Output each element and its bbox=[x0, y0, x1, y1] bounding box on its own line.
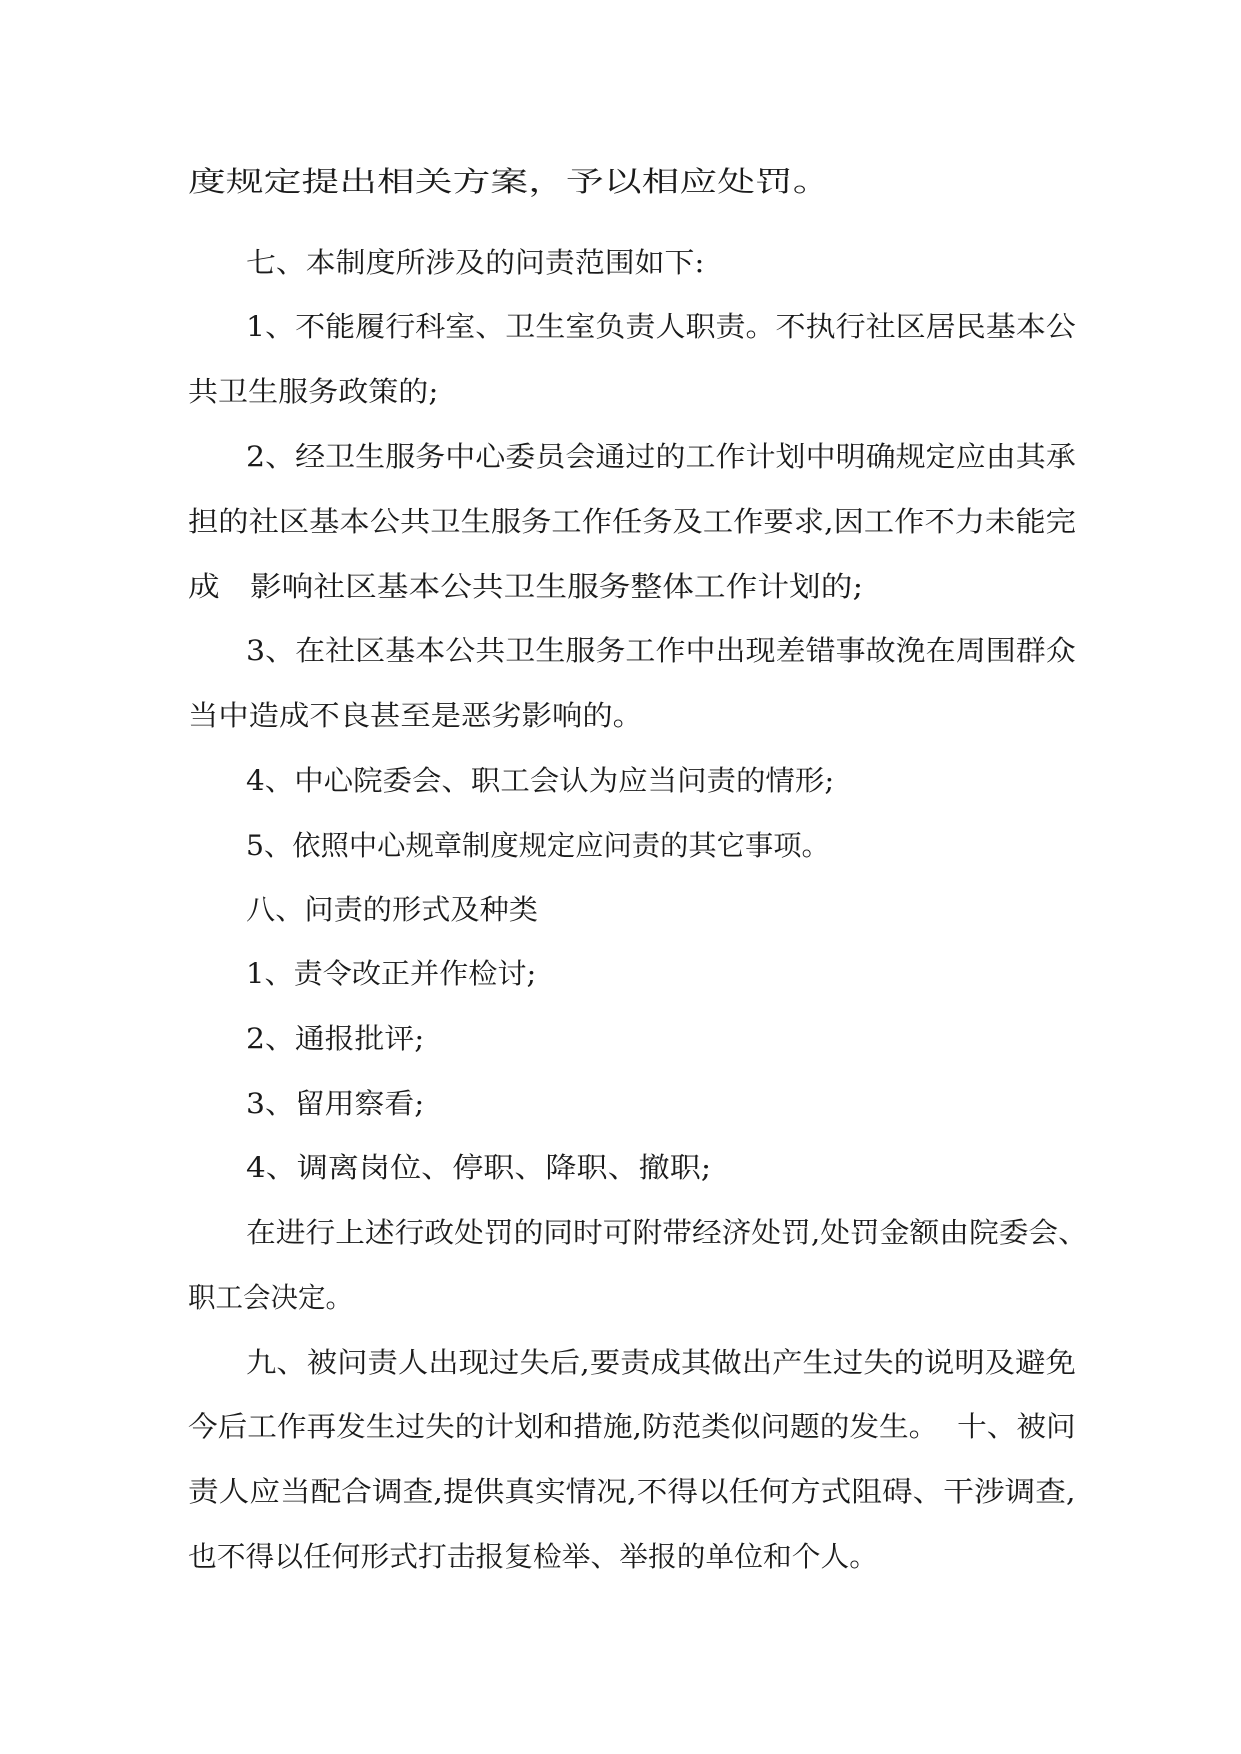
text-line: 职工会决定。 bbox=[188, 1281, 354, 1314]
text-line: 成 影响社区基本公共卫生服务整体工作计划的; bbox=[188, 570, 864, 603]
text-line: 3、在社区基本公共卫生服务工作中出现差错事故浼在周围群众 bbox=[246, 634, 1076, 667]
text-line: 担的社区基本公共卫生服务工作任务及工作要求,因工作不力未能完 bbox=[188, 505, 1076, 538]
text-line: 共卫生服务政策的; bbox=[188, 375, 439, 408]
text-line: 今后工作再发生过失的计划和措施,防范类似问题的发生。 十、被问 bbox=[188, 1410, 1076, 1443]
text-line: 4、中心院委会、职工会认为应当问责的情形; bbox=[246, 764, 835, 797]
text-line: 九、被问责人出现过失后,要责成其做出产生过失的说明及避免 bbox=[246, 1346, 1076, 1379]
text-line: 在进行上述行政处罚的同时可附带经济处罚,处罚金额由院委会、 bbox=[246, 1216, 1088, 1249]
text-line: 1、不能履行科室、卫生室负责人职责。不执行社区居民基本公 bbox=[246, 310, 1076, 343]
text-line: 度规定提出相关方案，予以相应处罚。 bbox=[188, 165, 831, 198]
section-heading: 八、问责的形式及种类 bbox=[246, 893, 539, 926]
text-line: 3、留用察看; bbox=[246, 1087, 425, 1120]
text-line: 2、通报批评; bbox=[246, 1022, 425, 1055]
text-line: 1、责令改正并作检讨; bbox=[246, 957, 537, 990]
section-heading: 七、本制度所涉及的问责范围如下: bbox=[246, 246, 705, 279]
text-line: 当中造成不良甚至是恶劣影响的。 bbox=[188, 699, 644, 732]
text-line: 也不得以任何形式打击报复检举、举报的单位和个人。 bbox=[188, 1540, 879, 1573]
text-line: 责人应当配合调查,提供真实情况,不得以任何方式阻碍、干涉调查, bbox=[188, 1475, 1076, 1508]
text-line: 2、经卫生服务中心委员会通过的工作计划中明确规定应由其承 bbox=[246, 440, 1076, 473]
text-line: 4、调离岗位、停职、降职、撤职; bbox=[246, 1151, 712, 1184]
text-line: 5、依照中心规章制度规定应问责的其它事项。 bbox=[246, 829, 830, 862]
